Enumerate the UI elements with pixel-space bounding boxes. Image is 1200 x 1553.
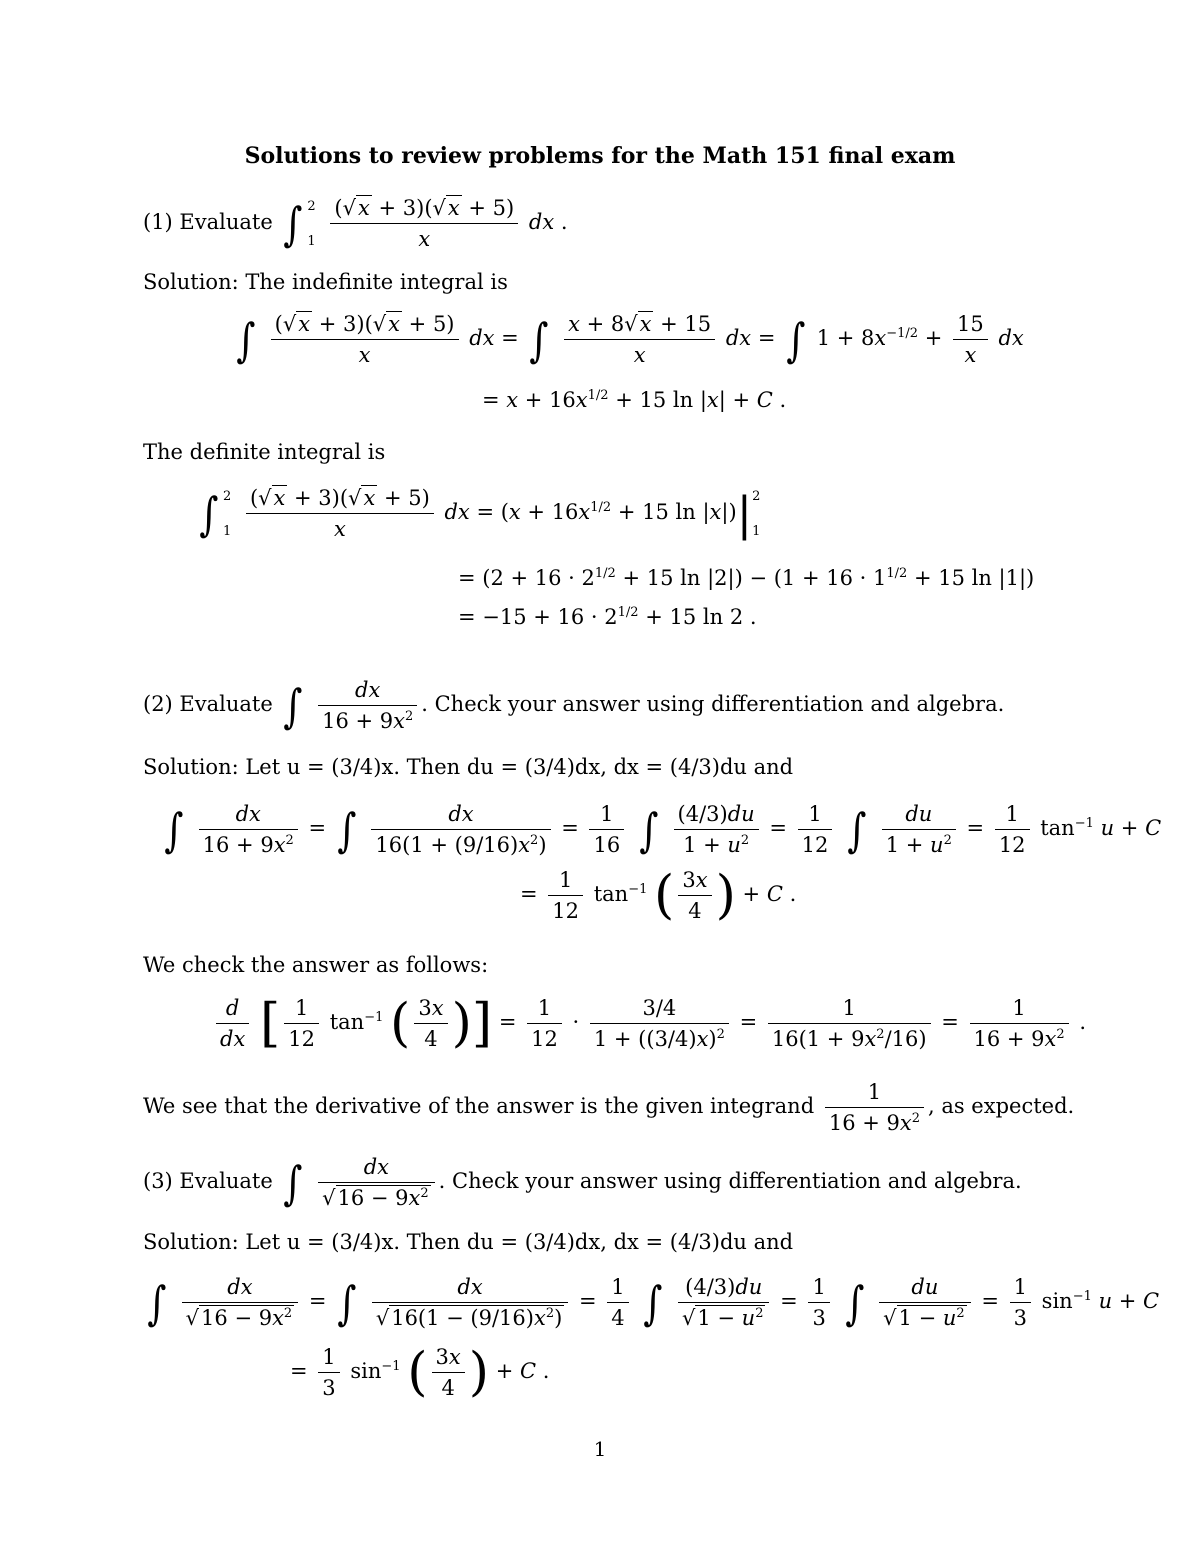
problem-1-definite-line-2: = ($2 + 16 \cdot 2^{1/2} + 15$ $\ln |2|) - (1 + 16 \cdot 1^{1/2} + 15$ ln |1|): [458, 566, 1035, 590]
problem-3-substitution-line-1: ∫ $\frac{dx}{√16 - 9x^2}$ = ∫ $\frac{dx}{√16(1 - (9/16)x^2)}$ = $\frac{1}{4}$ ∫ $\frac{(4/3)du}{√1 - u^2}$ = $\frac{1}{3}$ ∫ $\frac{du}{√1 - u^2}$ = $\frac{1}{3}$ $\sin^{-1} u + C$: [147, 1275, 1160, 1330]
problem-1-definite-line-1: ∫ 2 1 $\frac{(√x + 3)(√x + 5)}{x}$ dx = ($x + 16x^{1/2} + 15$ ln |x|)| 2 1: [199, 486, 761, 541]
problem-1-indefinite-line-1: ∫ $\frac{(√x + 3)(√x + 5)}{x}$ dx = ∫ $\frac{x + 8√x + 15}{x}$ dx = ∫ $1 + 8x^{-1/2}$ + $\frac{15}{x}$ dx: [236, 312, 1024, 367]
problem-2-label: (2) Evaluate: [143, 692, 273, 716]
problem-2-conclusion-start: We see that the derivative of the answer is the given integrand: [143, 1094, 815, 1118]
problem-2-conclusion: We see that the derivative of the answer is the given integrand $\frac{1}{16 + 9x^2}$ , as expected.: [143, 1080, 1075, 1135]
problem-1-label: (1) Evaluate: [143, 210, 273, 234]
problem-3-substitution-line-2: = $\frac{1}{3}$ $\sin^{-1}$ ( $\frac{3x}{4}$ ) + C .: [290, 1342, 550, 1403]
problem-3-solution-intro: Solution: Let u = (3/4)x. Then du = (3/4)dx, dx = (4/3)du and: [143, 1230, 794, 1254]
problem-1-statement: [143, 196, 568, 251]
page-number: 1: [593, 1437, 607, 1461]
problem-2-substitution-line-1: ∫ $\frac{dx}{16 + 9x^2}$ = ∫ $\frac{dx}{16(1 + (9/16)x^2)}$ = $\frac{1}{16}$ ∫ $\frac{(4/3)du}{1 + u^2}$ = $\frac{1}{12}$ ∫ $\frac{du}{1 + u^2}$ = $\frac{1}{12}$ $\tan^{-1} u + C$: [164, 802, 1162, 857]
problem-2-derivative-check: $\frac{d}{dx}$ [ $\frac{1}{12}$ $\tan^{-1}$ ( $\frac{3x}{4}$ )] = $\frac{1}{12}$ · $\frac{3/4}{1 + ((3/4)x)^2}$ = $\frac{1}{16(1 + 9x^2/16)}$ = $\frac{1}{16 + 9x^2}$ .: [212, 996, 1086, 1051]
problem-3-statement: [143, 1155, 1022, 1210]
problem-1-solution-intro: Solution: The indefinite integral is: [143, 270, 508, 294]
problem-3-integral: ∫ $\frac{dx}{√16 - 9x^2}$: [279, 1169, 438, 1193]
problem-1-definite-intro: The definite integral is: [143, 440, 386, 464]
document-title: Solutions to review problems for the Math 151 final exam: [244, 143, 956, 169]
problem-2-substitution-line-2: = $\frac{1}{12}$ $\tan^{-1}$ ( $\frac{3x}{4}$ ) + C .: [520, 865, 797, 926]
problem-3-label: (3) Evaluate: [143, 1169, 273, 1193]
problem-2-check-intro: We check the answer as follows:: [143, 953, 489, 977]
problem-2-statement: [143, 678, 1004, 733]
problem-2-solution-intro: Solution: Let u = (3/4)x. Then du = (3/4)dx, dx = (4/3)du and: [143, 755, 794, 779]
problem-1-integral: ∫ 2 1 $\frac{(√x + 3)(√x + 5)}{x}$ dx .: [283, 196, 568, 251]
problem-2-integral: ∫ $\frac{dx}{16 + 9x^2}$: [279, 692, 421, 716]
problem-1-definite-line-3: = $-15 + 16 \cdot 2^{1/2} + 15$ ln 2 .: [458, 605, 757, 629]
problem-1-indefinite-line-2: = $x + 16x^{1/2} + 15$ ln |x| + C .: [482, 388, 787, 412]
problem-2-check-text: . Check your answer using differentiation and algebra.: [421, 692, 1005, 716]
problem-2-conclusion-end: , as expected.: [927, 1094, 1075, 1118]
problem-3-check-text: . Check your answer using differentiation and algebra.: [438, 1169, 1022, 1193]
